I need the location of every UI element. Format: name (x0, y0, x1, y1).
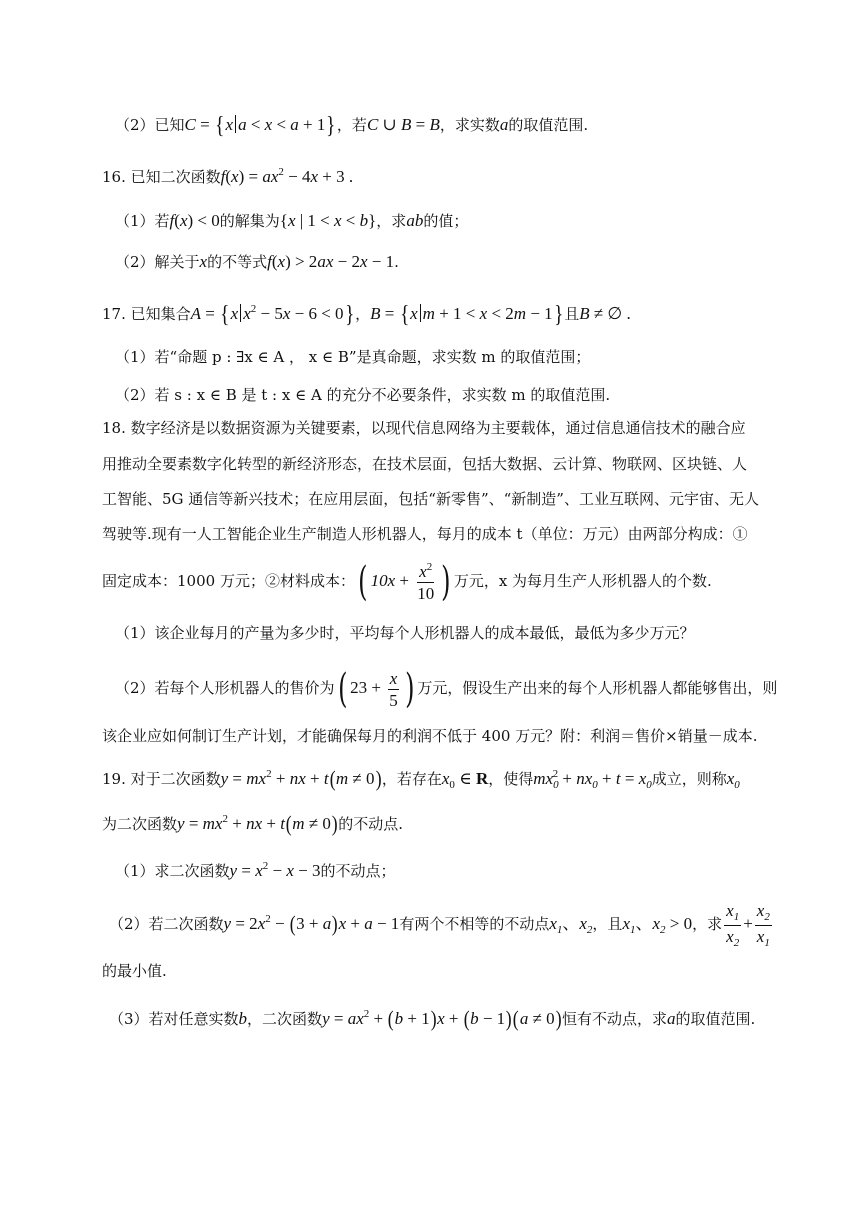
q19-part2 (109, 896, 774, 953)
q19-text: ，且 (592, 915, 623, 933)
q18-part2 (115, 665, 777, 711)
q15-text: ，求实数 (439, 116, 500, 134)
q18-text: 万元，假设生产出来的每个人形机器人都能够售出，则 (417, 679, 778, 697)
q16-p2-inequality: f(x) > 2ax − 2x − 1 (267, 252, 395, 271)
q19-text: （2）若二次函数 (109, 915, 224, 933)
q16-part2 (115, 251, 399, 273)
q16-function: $f(x) = ax^2 - 4x + 3$ . (220, 166, 354, 186)
q19-roots-positive: $x_1$、$x_2 > 0$ (622, 914, 693, 936)
q18-price: ( 23 + $\frac{x}{5}$ ) (337, 666, 415, 713)
q19-var-b: b (238, 1009, 248, 1028)
q19-stem-line1 (102, 763, 740, 796)
q16-stem (102, 161, 353, 188)
q19-text: （3）若对任意实数 (109, 1010, 239, 1028)
q17-stem: 17. 已知集合A = {x $x^2 - 5x - 6 < 0$}，B = {x m + 1 < x < 2m − 1}且B ≠ ∅ . (102, 302, 631, 328)
q16-part2-label: （2）解关于 (115, 253, 200, 271)
q16-part1 (115, 210, 468, 232)
q18-line4: 驾驶等.现有一人工智能企业生产制造人形机器人，每月的成本 t（单位：万元）由两部分构成：① (102, 525, 748, 543)
q19-text: ，使得 (488, 770, 534, 788)
q19-text: 为二次函数 (102, 815, 178, 833)
q16-text: ，求 (376, 212, 407, 230)
q15-text: ，若 (336, 116, 367, 134)
q19-text: 恒有不动点，求 (561, 1010, 667, 1028)
q19-equation: $mx_0^2 + nx_0 + t = x_0$ (533, 768, 652, 791)
q19-x0: $x_0$ ∈ R (441, 769, 489, 791)
q16-var: x (199, 252, 208, 271)
q16-p1-set: {x | 1 < x < b} (279, 211, 377, 230)
q16-number: 16. 已知二次函数 (102, 168, 221, 186)
q16-text: 的解集为 (219, 212, 280, 230)
q19-text: （1）求二次函数 (115, 862, 230, 880)
q19-text: ，若存在 (381, 770, 442, 788)
q19-var-a: a (667, 1009, 676, 1028)
q18-line5 (102, 558, 712, 604)
q15-part2 (115, 114, 588, 137)
q19-x0: $x_0$ (726, 769, 740, 791)
q16-var: ab (406, 211, 424, 230)
q19-part3 (109, 1003, 755, 1030)
q19-text: ，求 (692, 915, 723, 933)
q15-var: a (499, 115, 509, 134)
q17-set-b: B = {x m + 1 < x < 2m − 1} (370, 302, 564, 328)
q18-text: 固定成本：1000 万元；②材料成本： (102, 572, 355, 590)
q17-condition: B ≠ ∅ . (579, 304, 631, 323)
q15-condition: C ∪ B = B (366, 115, 440, 134)
q19-p3-function: $y = ax^2 + (b + 1)x + (b - 1)(a \ne 0)$ (322, 1006, 562, 1031)
q15-part2-label: （2）已知 (115, 116, 185, 134)
q19-text: 成立，则称 (651, 770, 727, 788)
q16-p1-condition: f(x) < 0 (169, 211, 220, 230)
q18-line1: 18. 数字经济是以数据资源为关键要素，以现代信息网络为主要载体，通过信息通信技术的融合应 (102, 419, 746, 437)
q18-text: 万元， (453, 572, 499, 590)
q16-text: . (394, 253, 399, 271)
q17-text: 且 (564, 305, 580, 323)
q19-roots: $x_1$、$x_2$ (549, 914, 593, 936)
q19-function: $y = mx^2$ + nx + t(m ≠ 0) (177, 811, 338, 836)
q18-text: （2）若每个人形机器人的售价为 (115, 679, 335, 697)
q19-function: $y = mx^2$ + nx + t(m ≠ 0) (220, 766, 382, 791)
q19-text: 的不动点； (320, 862, 396, 880)
q19-part2-tail: 的最小值. (102, 962, 167, 980)
q16-part1-label: （1）若 (115, 212, 170, 230)
q19-text: 有两个不相等的不动点 (399, 915, 550, 933)
q19-p2-function: $y = 2x^2 - (3 + a)x + a - 1$ (223, 911, 400, 936)
q17-set-a: A = {x $x^2 - 5x - 6 < 0$} (190, 302, 354, 328)
q17-number: 17. 已知集合 (102, 305, 191, 323)
q19-p1-function: $y = x^2 - x - 3$ (229, 860, 321, 880)
q16-text: 的不等式 (207, 253, 268, 271)
q19-number: 19. 对于二次函数 (102, 770, 221, 788)
q18-material-cost: ( 10x + $\frac{x^2}{10}$ ) (358, 559, 451, 606)
q15-set-c: C = {x a < x < a + 1} (184, 113, 336, 139)
q19-text: 的不动点. (338, 815, 404, 833)
q19-text: 的取值范围. (675, 1010, 756, 1028)
q15-text: 的取值范围. (508, 116, 589, 134)
q18-part1: （1）该企业每月的产量为多少时，平均每个人形机器人的成本最低，最低为多少万元？ (115, 624, 695, 642)
q19-ratio-sum: $\frac{x_1}{x_2}$ + $\frac{x_2}{x_1}$ (726, 900, 770, 949)
q18-line3: 工智能、5G 通信等新兴技术；在应用层面，包括“新零售”、“新制造”、工业互联网、元宇宙、无人 (102, 490, 759, 508)
q16-text: 的值； (423, 212, 469, 230)
q18-part2-line2: 该企业应如何制订生产计划，才能确保每月的利润不低于 400 万元？附：利润＝售价×销量－成本. (102, 727, 758, 745)
q18-line2: 用推动全要素数字化转型的新经济形态，在技术层面，包括大数据、云计算、物联网、区块链、人 (102, 455, 748, 473)
q17-part2: （2）若 s : x ∈ B 是 t : x ∈ A 的充分不必要条件，求实数 m 的取值范围. (115, 386, 611, 404)
q19-part1 (115, 855, 395, 882)
q17-part1: （1）若“命题 p : ∃x ∈ A ， x ∈ B”是真命题，求实数 m 的取值范围； (115, 348, 591, 366)
q19-text: ，二次函数 (247, 1010, 323, 1028)
q19-stem-line2 (102, 808, 403, 835)
q18-text: x 为每月生产人形机器人的个数. (498, 572, 712, 590)
